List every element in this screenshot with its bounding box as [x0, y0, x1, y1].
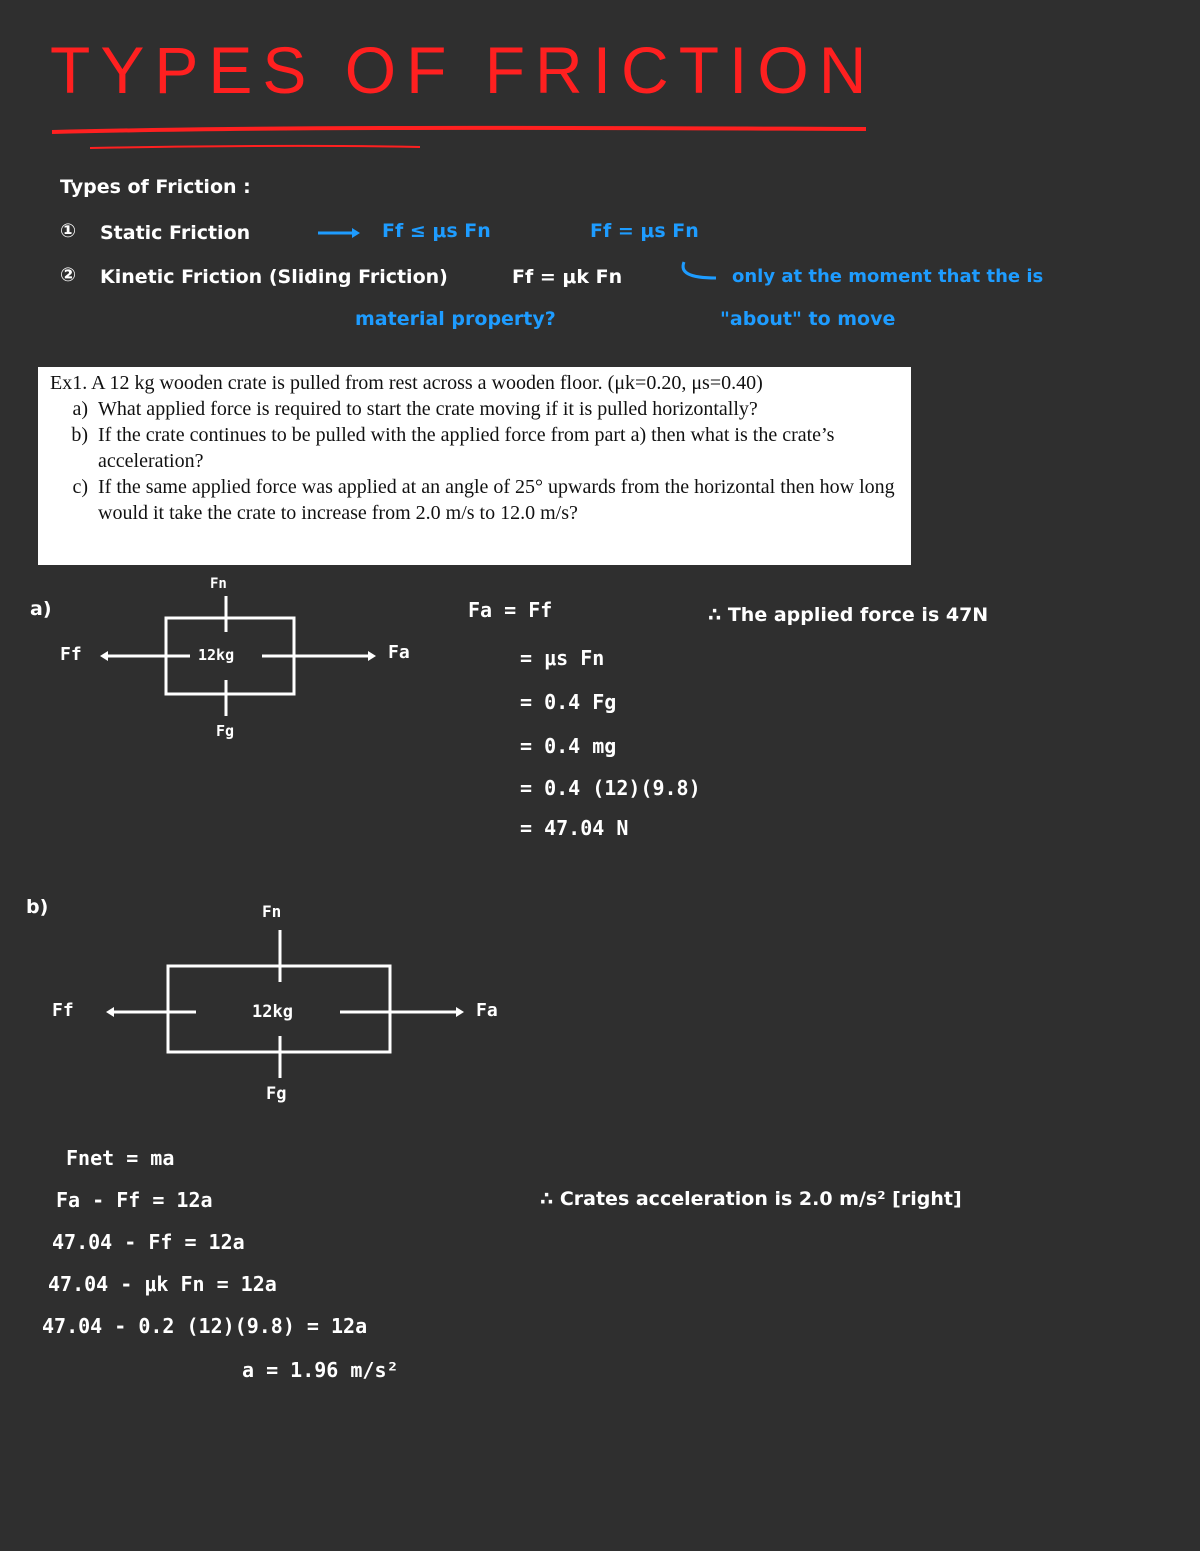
part-b-label: b)	[26, 896, 49, 918]
part-a-conclusion: ∴ The applied force is 47N	[708, 604, 989, 626]
question-text: What applied force is required to start the crate moving if it is pulled horizontally?	[98, 398, 758, 420]
static-bullet: ①	[60, 220, 77, 242]
kinetic-friction-label: Kinetic Friction (Sliding Friction)	[100, 266, 448, 288]
part-a-label: a)	[30, 598, 52, 620]
part-b-calc-line: Fnet = ma	[66, 1146, 175, 1170]
material-property-note: material property?	[355, 308, 556, 330]
part-b-friction-label: Ff	[52, 1000, 74, 1021]
question-label: c)	[72, 476, 88, 498]
static-formula-max: Ff = μs Fn	[590, 220, 699, 242]
about-to-move-note: "about" to move	[720, 308, 896, 330]
part-a-calc-line: = 0.4 Fg	[520, 690, 617, 714]
part-a-calc-line: = 0.4 mg	[520, 734, 617, 758]
kinetic-bullet: ②	[60, 264, 77, 286]
part-a-mass-label: 12kg	[198, 646, 235, 664]
notes-heading: Types of Friction :	[60, 176, 251, 198]
question-label: b)	[71, 424, 88, 446]
part-a-calc-line: = 47.04 N	[520, 816, 629, 840]
part-a-normal-force-label: Fn	[210, 576, 227, 592]
part-b-applied-label: Fa	[476, 1000, 498, 1021]
static-moment-note: only at the moment that the is	[732, 266, 1044, 287]
part-b-calc-line: a = 1.96 m/s²	[242, 1358, 399, 1382]
part-b-conclusion: ∴ Crates acceleration is 2.0 m/s² [right]	[540, 1188, 962, 1210]
part-b-normal-force-label: Fn	[262, 902, 282, 921]
part-b-calc-line: 47.04 - Ff = 12a	[52, 1230, 245, 1254]
part-a-calc-line: = 0.4 (12)(9.8)	[520, 776, 701, 800]
question-label: a)	[72, 398, 88, 420]
part-a-calc-line: = μs Fn	[520, 646, 605, 670]
question-text: If the crate continues to be pulled with the applied force from part a) then what is the crate’s acceleration?	[98, 424, 835, 472]
part-b-calc-line: 47.04 - 0.2 (12)(9.8) = 12a	[42, 1314, 368, 1338]
part-b-mass-label: 12kg	[252, 1002, 293, 1022]
problem-intro: Ex1. A 12 kg wooden crate is pulled from rest across a wooden floor. (μk=0.20, μs=0.40)	[50, 372, 763, 394]
static-formula-inequality: Ff ≤ μs Fn	[382, 220, 491, 242]
part-a-calc-line: Fa = Ff	[468, 598, 553, 622]
part-b-calc-line: 47.04 - μk Fn = 12a	[48, 1272, 277, 1296]
part-a-friction-label: Ff	[60, 644, 82, 665]
part-a-gravity-label: Fg	[216, 722, 235, 740]
part-a-applied-label: Fa	[388, 642, 410, 663]
part-b-calc-line: Fa - Ff = 12a	[56, 1188, 213, 1212]
page-title: TYPES OF FRICTION	[50, 33, 877, 107]
kinetic-formula: Ff = μk Fn	[512, 266, 623, 288]
question-text: If the same applied force was applied at an angle of 25° upwards from the horizontal then how long would it take the crate to increase from 2.0 m/s to 12.0 m/s?	[98, 476, 895, 524]
part-b-gravity-label: Fg	[266, 1084, 287, 1104]
static-friction-label: Static Friction	[100, 222, 251, 244]
